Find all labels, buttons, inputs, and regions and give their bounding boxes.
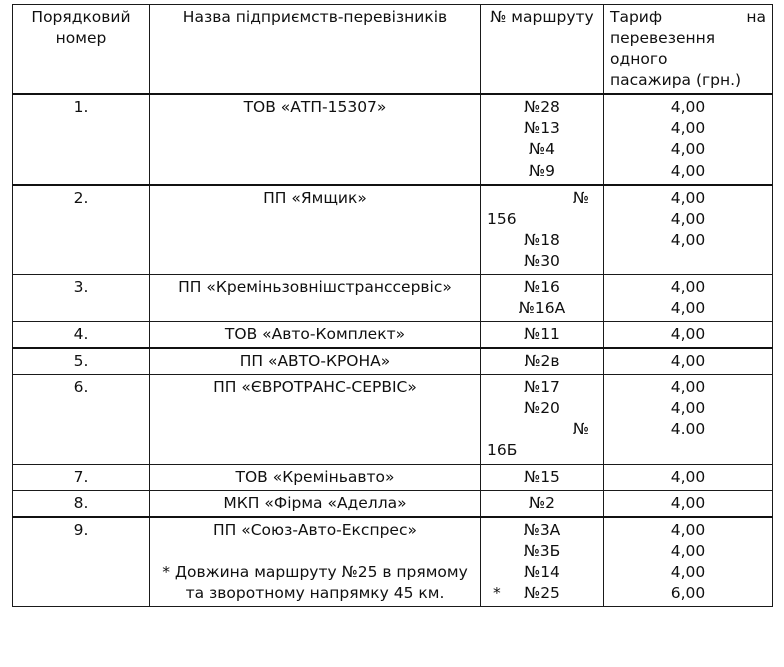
route-number: №9 (529, 161, 555, 180)
fare-value: 4,00 (670, 493, 706, 512)
route-number-wrapped (487, 419, 597, 461)
route-number: №28 (524, 98, 560, 117)
fare-value: 4,00 (670, 352, 706, 371)
row-fares (604, 517, 773, 607)
row-carrier: ТОВ «Авто-Комплект» (150, 322, 481, 349)
row-order-no: 6. (13, 375, 150, 464)
fare-value: 4,00 (670, 209, 706, 228)
fare-value: 4,00 (670, 378, 706, 397)
row-order-no: 7. (13, 464, 150, 490)
footnote-asterisk: * (493, 583, 501, 602)
row-routes (481, 490, 604, 517)
row-routes (481, 94, 604, 184)
header-order-no: Порядковий номер (13, 5, 150, 95)
row-routes (481, 274, 604, 321)
row-routes (481, 322, 604, 349)
route-number: №16 (524, 277, 560, 296)
fare-value: 4,00 (670, 161, 706, 180)
fare-value: 4,00 (670, 325, 706, 344)
fare-value: 4,00 (670, 299, 706, 318)
table-row (13, 348, 773, 375)
table-row (13, 375, 773, 464)
table-header-row (13, 5, 773, 95)
fare-value: 4,00 (670, 277, 706, 296)
fare-value: 4,00 (670, 98, 706, 117)
row-routes (481, 348, 604, 375)
row-fares (604, 322, 773, 349)
table-row (13, 94, 773, 184)
row-fares (604, 185, 773, 275)
row-fares (604, 94, 773, 184)
fare-value: 4,00 (670, 188, 706, 207)
row-carrier: ПП «АВТО-КРОНА» (150, 348, 481, 375)
header-fare-line-4: пасажира (грн.) (610, 71, 742, 90)
row-fares (604, 348, 773, 375)
row-fares (604, 274, 773, 321)
route-number: №30 (524, 251, 560, 270)
route-number: №2в (524, 352, 560, 371)
row-order-no: 2. (13, 185, 150, 275)
fare-value: 4,00 (670, 562, 706, 581)
fare-value: 6,00 (670, 583, 706, 602)
route-number: №17 (524, 378, 560, 397)
table-row (13, 464, 773, 490)
header-fare-line-3: одного (610, 50, 668, 69)
table-row (13, 274, 773, 321)
row-fares (604, 490, 773, 517)
row-order-no: 4. (13, 322, 150, 349)
row-carrier: ПП «Ямщик» (150, 185, 481, 275)
header-fare-line-1 (610, 7, 766, 28)
route-number: №11 (524, 325, 560, 344)
route-number: №18 (524, 230, 560, 249)
row-order-no: 1. (13, 94, 150, 184)
fare-value: 4,00 (670, 467, 706, 486)
fare-value: 4,00 (670, 520, 706, 539)
table-row (13, 322, 773, 349)
row-routes (481, 185, 604, 275)
route-number-starred (487, 583, 597, 604)
route-number: №14 (524, 562, 560, 581)
row-carrier: МКП «Фірма «Аделла» (150, 490, 481, 517)
table-row (13, 490, 773, 517)
row-carrier: ПП «Креміньзовнішстранссервіс» (150, 274, 481, 321)
route-length-footnote: * Довжина маршруту №25 в прямому та зворотному напрямку 45 км. (162, 562, 468, 602)
table-row (13, 517, 773, 607)
route-number: №20 (524, 399, 560, 418)
row-order-no: 8. (13, 490, 150, 517)
route-number-tail: 156 (487, 209, 517, 228)
row-routes (481, 464, 604, 490)
route-number: №4 (529, 140, 555, 159)
route-number: №25 (524, 583, 560, 602)
row-order-no: 9. (13, 517, 150, 607)
route-number: №13 (524, 119, 560, 138)
fare-value: 4,00 (670, 119, 706, 138)
header-fare (604, 5, 773, 95)
row-routes (481, 375, 604, 464)
table-row (13, 185, 773, 275)
fare-value: 4,00 (670, 140, 706, 159)
row-carrier: ПП «Союз-Авто-Експрес» (213, 520, 417, 539)
row-order-no: 5. (13, 348, 150, 375)
header-carrier: Назва підприємств-перевізників (150, 5, 481, 95)
row-carrier: ТОВ «Креміньавто» (150, 464, 481, 490)
row-fares (604, 375, 773, 464)
fare-value: 4,00 (670, 399, 706, 418)
header-fare-word-na: на (746, 8, 766, 26)
row-carrier-with-note (150, 517, 481, 607)
route-number-head: № (572, 420, 589, 439)
route-number-tail: 16Б (487, 441, 518, 460)
route-number: №3А (523, 520, 561, 539)
row-carrier: ПП «ЄВРОТРАНС-СЕРВІС» (150, 375, 481, 464)
fare-value: 4.00 (670, 420, 706, 439)
row-routes (481, 517, 604, 607)
row-fares (604, 464, 773, 490)
header-fare-line-2: перевезення (610, 29, 716, 48)
route-number-head: № (572, 188, 589, 207)
row-order-no: 3. (13, 274, 150, 321)
header-route-no: № маршруту (481, 5, 604, 95)
route-number: №15 (524, 467, 560, 486)
fare-value: 4,00 (670, 541, 706, 560)
route-number: №16А (518, 299, 566, 318)
route-number-wrapped (487, 188, 597, 230)
route-number: №3Б (523, 541, 561, 560)
fare-value: 4,00 (670, 230, 706, 249)
row-carrier: ТОВ «АТП-15307» (150, 94, 481, 184)
route-number: №2 (529, 493, 555, 512)
tariff-table (12, 4, 773, 607)
header-fare-word-tarif: Тариф (610, 8, 663, 26)
